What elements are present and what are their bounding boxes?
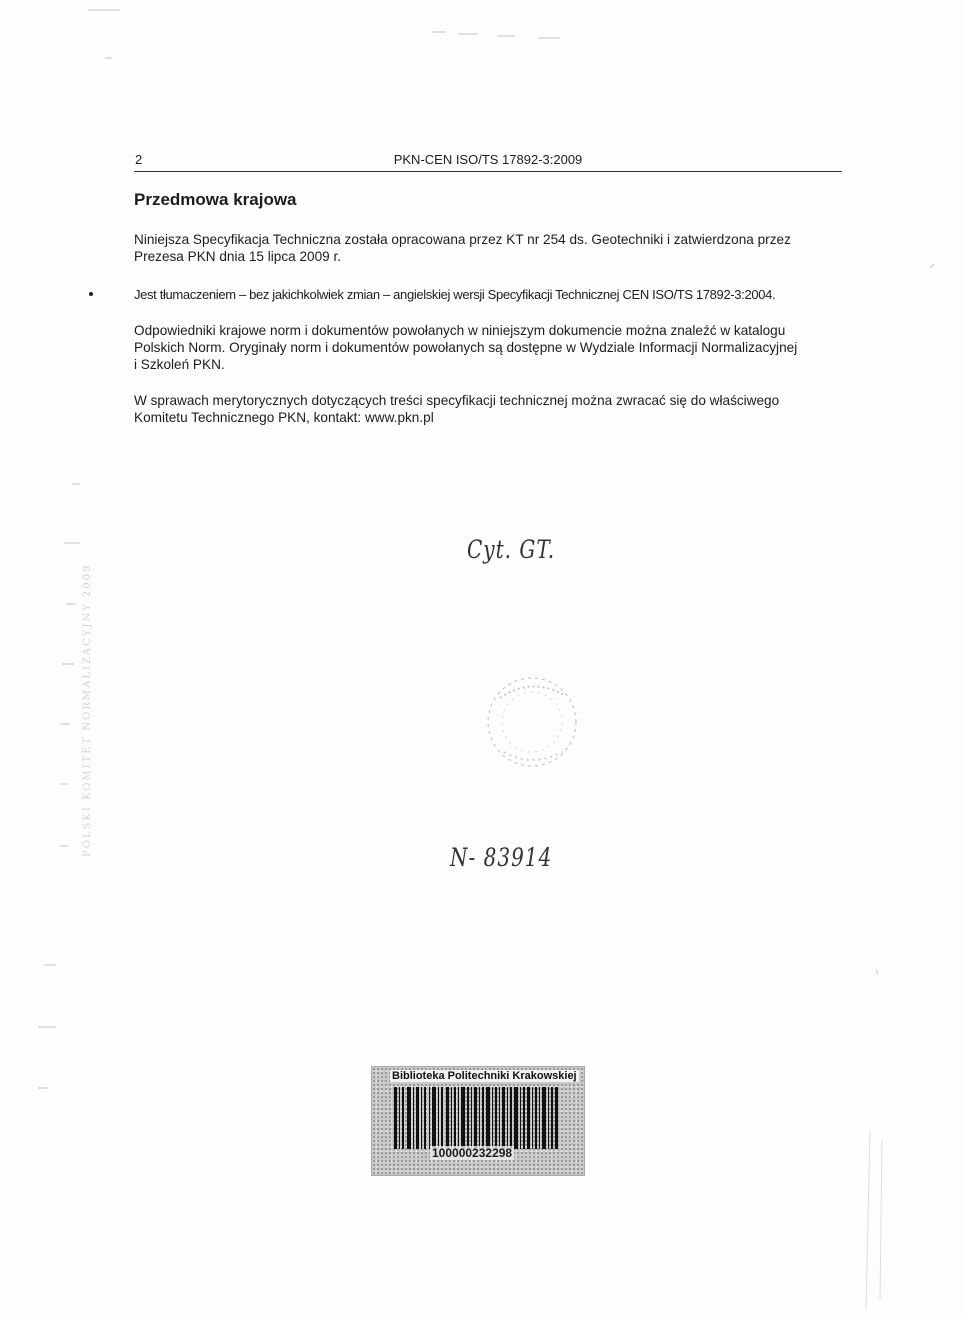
paragraph-contact (134, 392, 842, 426)
paragraph-line: Niniejsza Specyfikacja Techniczna została opracowana przez KT nr 254 ds. Geotechniki i zatwierdzona przez (134, 232, 791, 247)
paragraph-translation (134, 286, 842, 303)
paragraph-equivalents (134, 322, 842, 373)
side-watermark: POLSKI KOMITET NORMALIZACYJNY 2009 (82, 563, 93, 857)
page-number: 2 (135, 152, 143, 167)
standard-identifier: PKN-CEN ISO/TS 17892-3:2009 (393, 152, 583, 167)
running-header (134, 150, 842, 172)
library-stamp (470, 668, 600, 778)
barcode-bars (394, 1087, 564, 1149)
paragraph-approval (134, 231, 842, 265)
paragraph-line: i Szkoleń PKN. (134, 357, 225, 372)
barcode-number: 100000232298 (432, 1146, 513, 1160)
barcode-library-name: Biblioteka Politechniki Krakowskiej (392, 1070, 577, 1082)
header-rule (134, 171, 842, 172)
paragraph-line: Polskich Norm. Oryginały norm i dokumentów powołanych są dostępne w Wydziale Informacji Normalizacyjnej (134, 340, 798, 355)
paragraph-line: Jest tłumaczeniem – bez jakichkolwiek zmian – angielskiej wersji Specyfikacji Technicznej CEN ISO/TS 17892-3:2004. (134, 287, 776, 302)
paragraph-line: W sprawach merytorycznych dotyczących treści specyfikacji technicznej można zwracać się do właściwego (134, 393, 780, 408)
barcode-label (371, 1066, 585, 1176)
paragraph-line: Odpowiedniki krajowe norm i dokumentów powołanych w niniejszym dokumencie można znaleźć w katalogu (134, 323, 786, 338)
margin-dot (89, 292, 93, 296)
handwritten-inventory-number: N- 83914 (450, 842, 553, 872)
handwritten-note: Cyt. GT. (467, 534, 556, 564)
section-title: Przedmowa krajowa (134, 190, 297, 209)
paragraph-line: Prezesa PKN dnia 15 lipca 2009 r. (134, 249, 342, 264)
paragraph-line: Komitetu Technicznego PKN, kontakt: www.pkn.pl (134, 410, 434, 425)
